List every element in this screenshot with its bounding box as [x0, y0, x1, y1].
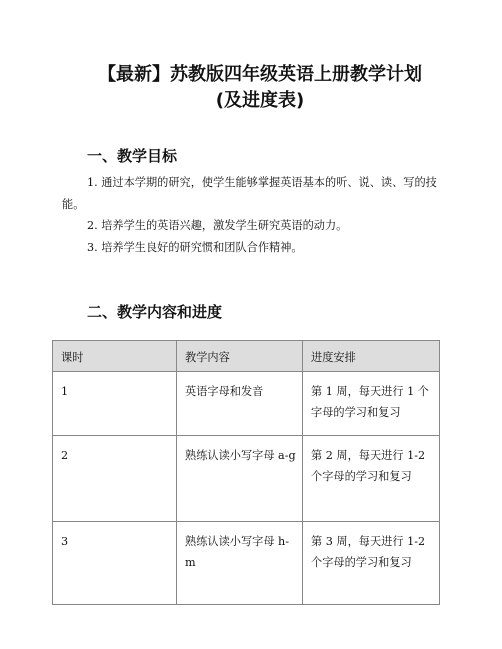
column-header-lesson: 课时 — [53, 341, 177, 372]
document-title — [60, 62, 460, 114]
table-row — [53, 436, 440, 522]
cell-content: 熟练认读小写字母 h-m — [177, 522, 303, 605]
cell-lesson: 1 — [53, 372, 177, 436]
goal-paragraph-3: 3. 培养学生良好的研究惯和团队合作精神。 — [87, 240, 303, 254]
table-row — [53, 372, 440, 436]
goal-paragraph-2: 2. 培养学生的英语兴趣，激发学生研究英语的动力。 — [87, 219, 348, 232]
progress-table — [52, 340, 440, 605]
section-heading-teaching-goals: 一、教学目标 — [87, 147, 178, 165]
column-header-schedule: 进度安排 — [303, 341, 440, 372]
table-row — [53, 522, 440, 605]
teaching-goals-list — [62, 172, 442, 258]
cell-content: 熟练认读小写字母 a-g — [177, 436, 303, 522]
cell-schedule: 第 3 周，每天进行 1-2 个字母的学习和复习 — [303, 522, 440, 605]
goal-paragraph-1: 1. 通过本学期的研究，使学生能够掌握英语基本的听、说、读、写的技能。 — [62, 176, 437, 211]
cell-lesson: 2 — [53, 436, 177, 522]
cell-content: 英语字母和发音 — [177, 372, 303, 436]
cell-lesson: 3 — [53, 522, 177, 605]
column-header-content: 教学内容 — [177, 341, 303, 372]
section-heading-content-and-progress: 二、教学内容和进度 — [87, 303, 223, 321]
document-title-line-2: (及进度表) — [215, 90, 305, 111]
table-header-row — [53, 341, 440, 372]
cell-schedule: 第 2 周，每天进行 1-2 个字母的学习和复习 — [303, 436, 440, 522]
document-title-line-1: 【最新】苏教版四年级英语上册教学计划 — [98, 64, 422, 85]
cell-schedule: 第 1 周，每天进行 1 个字母的学习和复习 — [303, 372, 440, 436]
